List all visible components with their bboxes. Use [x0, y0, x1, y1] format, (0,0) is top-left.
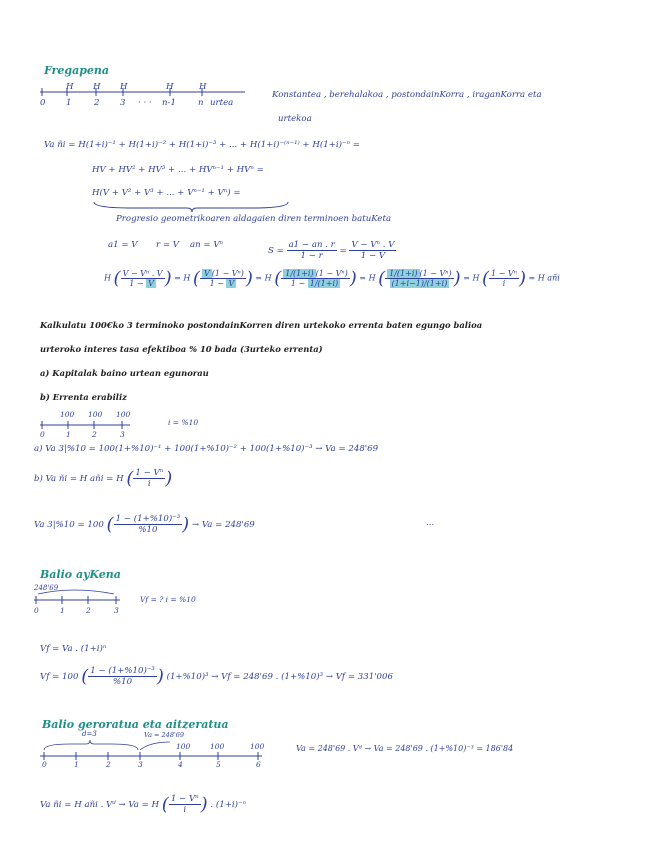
tl2-rate: i = %10 [168, 418, 199, 427]
timeline-2 [40, 418, 140, 432]
tl1-label-h1: H [66, 82, 74, 92]
future-f2-left: Vf = 100 [40, 672, 79, 682]
problem-qa: a) Kapitalak baino urtean egunorau [40, 368, 209, 378]
tl2-tick-1: 1 [66, 430, 71, 439]
tl4-d-label: d=3 [82, 730, 97, 738]
tl4-tick-5: 5 [216, 760, 221, 769]
tl1-label-h2: H [93, 82, 101, 92]
formula-an: an = Vⁿ [190, 240, 224, 250]
sn-num-1: a1 − an . r [288, 240, 335, 250]
formula-r: r = V [156, 240, 179, 250]
sn-label: S = [268, 246, 284, 256]
last-formula: Va ñi = H añi . Vᵈ → Va = H ( $\frac{\text{1 − Vⁿ}}{i}$ ) . (1+i)⁻ⁿ [40, 794, 247, 815]
tl4-tick-2: 2 [106, 760, 111, 769]
heading-balio-aykena: Balio ayKena [40, 568, 121, 581]
tl3-tick-3: 3 [114, 606, 119, 615]
intro-line-2: urtekoa [278, 114, 312, 124]
tl1-tick-n: n [198, 98, 204, 108]
formula-sn: S = $\frac{a1 - an . r}{1 - r}$ = $\frac{\text{V − Vⁿ . V}}{1 - V}$ [268, 240, 395, 261]
answer-c-left: Va 3|%10 = 100 [34, 520, 104, 530]
sn-den-1: 1 − r [300, 251, 323, 261]
tl2-tick-2: 2 [92, 430, 97, 439]
tl1-tick-2: 2 [94, 98, 100, 108]
answer-c-num: 1 − (1+%10)⁻³ [115, 514, 181, 524]
future-f2-right: (1+%10)³ → Vf = 248'69 . (1+%10)³ → Vf = 331'006 [166, 672, 393, 682]
tl1-label-h3: H [120, 82, 128, 92]
timeline-1 [40, 82, 270, 112]
tl1-tick-3: 3 [120, 98, 126, 108]
tl4-amount-2: 100 [210, 742, 225, 751]
geo-note: Progresio geometrikoaren aldagaien diren terminoen batuKeta [116, 214, 392, 224]
future-f2-den: %10 [112, 677, 133, 687]
formula-a1: a1 = V [108, 240, 138, 250]
answer-b-den: i [147, 479, 151, 489]
chain-result: = H añi [528, 273, 560, 283]
tl4-tick-0: 0 [42, 760, 47, 769]
formula-factor: H(V + V² + V³ + ... + Vⁿ⁻¹ + Vⁿ) = [92, 188, 241, 198]
answer-c-result: → Va = 248'69 [191, 520, 255, 530]
tl2-tick-3: 3 [120, 430, 125, 439]
answer-a: a) Va 3|%10 = 100(1+%10)⁻¹ + 100(1+%10)⁻² + 100(1+%10)⁻³ → Va = 248'69 [34, 444, 379, 454]
brace-underline [92, 200, 292, 212]
answer-b: b) Va ñi = H añi = H ( $\frac{\text{1 − Vⁿ}}{i}$ ) [34, 468, 173, 489]
tl4-equation: Va = 248'69 . Vᵈ → Va = 248'69 . (1+%10)⁻³ = 186'84 [296, 744, 514, 753]
formula-sum-v: HV + HV² + HV³ + ... + HVⁿ⁻¹ + HVⁿ = [92, 165, 264, 175]
future-f2-num: 1 − (1+%10)⁻³ [90, 666, 155, 676]
future-f1: Vf = Va . (1+i)ⁿ [40, 644, 107, 654]
tl2-amount-1: 100 [60, 410, 75, 419]
tl2-tick-0: 0 [40, 430, 45, 439]
tl1-dots: · · · [138, 98, 152, 108]
tl3-tick-1: 1 [60, 606, 65, 615]
problem-qb: b) Errenta erabiliz [40, 392, 127, 402]
answer-dots: ... [426, 518, 435, 528]
tl4-va-label: Va = 248'69 [144, 731, 185, 739]
formula-chain: H ( $\frac{\text{V − Vⁿ . V}}{1 - V}$ ) = H ( $\frac{\text{V (1 − Vⁿ)}}{1 - V}$ ) = H ( $\frac{\text{1/(1+i) (1 − Vⁿ)}}{1 - 1/(1+i)}$ ) = H ( $\frac{\text{1/(1+i) (1 − Vⁿ)}}{(1+i-1)/(1+i)}$ ) = H ( $\frac{\text{1 − Vⁿ}}{i}$ ) = H añi [104, 268, 560, 289]
future-f2: Vf = 100 ( $\frac{\text{1 − (1+\%10)⁻³}}{\%10}$ ) (1+%10)³ → Vf = 248'69 . (1+%10)³ → Vf = 331'006 [40, 666, 393, 687]
tl4-amount-1: 100 [176, 742, 191, 751]
answer-c-den: %10 [138, 525, 158, 535]
formula-va-def: Va ñi = H(1+i)⁻¹ + H(1+i)⁻² + H(1+i)⁻³ + ... + H(1+i)⁻⁽ⁿ⁻¹⁾ + H(1+i)⁻ⁿ = [44, 140, 360, 150]
tl4-tick-3: 3 [138, 760, 143, 769]
answer-b-text: b) Va ñi = H añi = H [34, 474, 124, 484]
heading-balio-geroratua: Balio geroratua eta aitzeratua [42, 718, 229, 731]
last-tail: . (1+i)⁻ⁿ [210, 800, 247, 810]
heading-fregapena: Fregapena [44, 64, 110, 77]
timeline-3 [34, 592, 134, 608]
tl3-note: Vf = ? i = %10 [140, 595, 196, 604]
tl4-tick-4: 4 [178, 760, 183, 769]
tl4-tick-6: 6 [256, 760, 261, 769]
problem-line-2: urteroko interes tasa efektiboa % 10 bada (3urteko errenta) [40, 344, 323, 354]
tl1-label-h5: H [199, 82, 207, 92]
last-den: i [183, 805, 187, 815]
tl1-unit: urtea [210, 98, 234, 108]
problem-line-1: Kalkulatu 100€ko 3 terminoko postondainKorren diren urtekoko errenta baten egungo balioa [40, 320, 483, 330]
intro-line-1: Konstantea , berehalakoa , postondainKorra , iraganKorra eta [272, 90, 542, 100]
tl3-start-val: 248'69 [34, 584, 59, 592]
tl1-tick-n-1: n-1 [162, 98, 176, 108]
tl1-label-h4: H [166, 82, 174, 92]
tl2-amount-3: 100 [116, 410, 131, 419]
tl4-amount-3: 100 [250, 742, 265, 751]
answer-b-num: 1 − Vⁿ [135, 468, 164, 478]
answer-c: Va 3|%10 = 100 ( $\frac{\text{1 − (1+\%10)⁻³}}{\%10}$ ) → Va = 248'69 [34, 514, 255, 535]
last-formula-left: Va ñi = H añi . Vᵈ → Va = H [40, 800, 160, 810]
sn-num-2: V − Vⁿ . V [351, 240, 395, 250]
tl3-tick-0: 0 [34, 606, 39, 615]
tl2-amount-2: 100 [88, 410, 103, 419]
tl3-tick-2: 2 [86, 606, 91, 615]
sn-den-2: 1 − V [360, 251, 386, 261]
tl1-tick-1: 1 [66, 98, 72, 108]
tl1-tick-0: 0 [40, 98, 46, 108]
last-num: 1 − Vⁿ [170, 794, 199, 804]
tl4-tick-1: 1 [74, 760, 79, 769]
